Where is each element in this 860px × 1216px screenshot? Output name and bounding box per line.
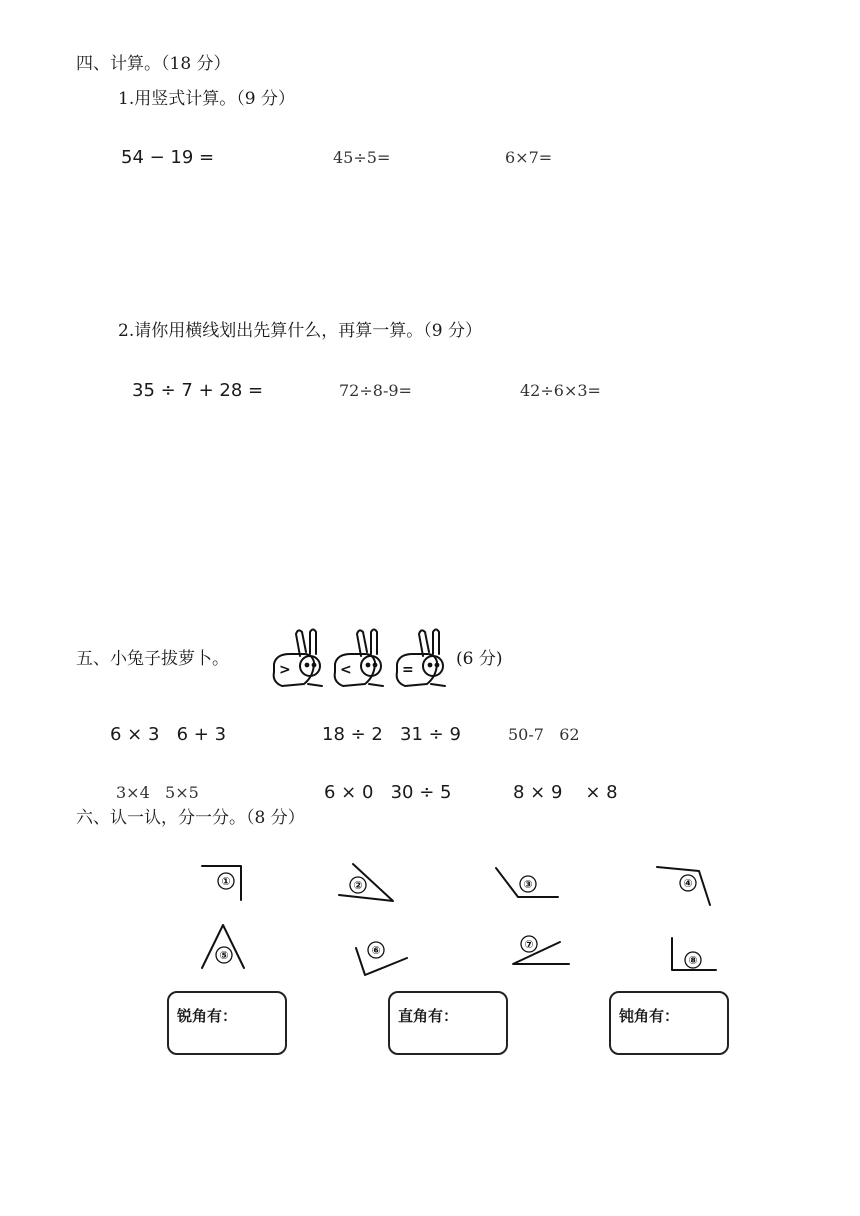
angle-label-1: ① xyxy=(221,875,231,888)
obtuse-angle-label: 钝角有： xyxy=(619,1007,680,1025)
rabbit-less-icon xyxy=(335,630,383,687)
order-calc-item-3: 42÷6×3= xyxy=(520,381,601,400)
section-5-title: 五、小兔子拔萝卜。 xyxy=(76,649,229,669)
question-1-title: 1.用竖式计算。（9 分） xyxy=(118,89,295,109)
compare-row2-item2: 6 × 0 30 ÷ 5 xyxy=(324,782,452,803)
order-calc-item-1: 35 ÷ 7 + 28 = xyxy=(132,380,264,401)
acute-angle-answer-box[interactable] xyxy=(167,991,287,1055)
obtuse-angle-answer-box[interactable] xyxy=(609,991,729,1055)
angle-label-4: ④ xyxy=(683,877,693,890)
angle-label-8: ⑧ xyxy=(688,954,698,967)
section-6-title: 六、认一认，分一分。（8 分） xyxy=(76,808,305,828)
right-angle-label: 直角有： xyxy=(398,1007,459,1025)
vertical-calc-item-2: 45÷5= xyxy=(333,148,391,167)
angle-label-2: ② xyxy=(353,879,363,892)
rabbit-symbol-2: < xyxy=(340,662,352,678)
rabbit-symbol-3: = xyxy=(402,662,414,678)
angle-label-6: ⑥ xyxy=(371,944,381,957)
angle-figure-2 xyxy=(339,864,393,901)
section-4-title: 四、计算。（18 分） xyxy=(76,54,231,74)
angle-label-7: ⑦ xyxy=(524,938,534,951)
vertical-calc-item-1: 54 − 19 = xyxy=(121,147,215,168)
compare-row1-item2: 18 ÷ 2 31 ÷ 9 xyxy=(322,724,461,745)
question-2-title: 2.请你用横线划出先算什么，再算一算。（9 分） xyxy=(118,321,482,341)
angle-figure-6 xyxy=(356,942,407,975)
rabbit-symbol-1: > xyxy=(279,662,291,678)
right-angle-answer-box[interactable] xyxy=(388,991,508,1055)
compare-row2-item1: 3×4 5×5 xyxy=(116,783,199,802)
compare-row1-item1: 6 × 3 6 + 3 xyxy=(110,724,227,745)
rabbit-equal-icon xyxy=(397,630,445,687)
order-calc-item-2: 72÷8-9= xyxy=(339,381,412,400)
vertical-calc-item-3: 6×7= xyxy=(505,148,553,167)
acute-angle-label: 锐角有： xyxy=(177,1007,238,1025)
section-5-score: (6 分) xyxy=(456,649,503,669)
angle-figure-7 xyxy=(513,936,569,964)
angle-label-5: ⑤ xyxy=(219,949,229,962)
compare-row1-item3: 50-7 62 xyxy=(508,725,580,744)
compare-row2-item3: 8 × 9 × 8 xyxy=(513,782,618,803)
angle-label-3: ③ xyxy=(523,878,533,891)
rabbit-greater-icon xyxy=(274,630,322,687)
